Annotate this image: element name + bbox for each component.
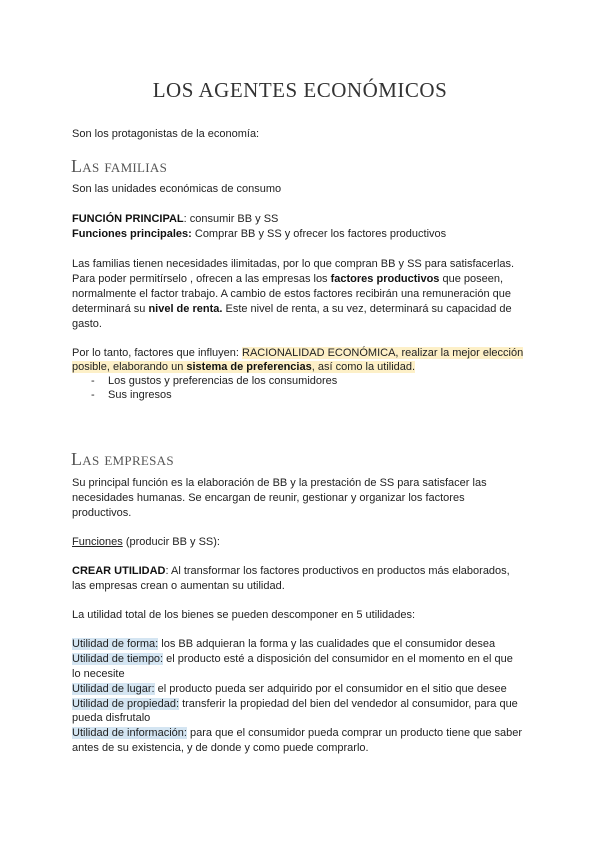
- empresas-paragraph-line: productivos.: [72, 507, 132, 519]
- bold-span: factores productivos: [330, 273, 440, 285]
- text-span: determinará su: [72, 303, 149, 315]
- funcion-principal-line: [72, 212, 278, 227]
- highlight-span: posible, elaborando un: [72, 361, 187, 373]
- text-span: que poseen,: [439, 273, 504, 285]
- utilidad-item: [72, 682, 507, 697]
- familias-paragraph-line: [72, 272, 503, 287]
- empresas-paragraph-line: Su principal función es la elaboración de BB y la prestación de SS para satisfacer las: [72, 477, 487, 489]
- page-title: LOS AGENTES ECONÓMICOS: [152, 78, 448, 102]
- utilidad-item-continuation: lo necesite: [72, 668, 125, 680]
- utilidad-total-text: La utilidad total de los bienes se pueden descomponer en 5 utilidades:: [72, 609, 416, 621]
- funciones-line: [72, 535, 220, 550]
- heading-empresas: Las empresas: [71, 449, 174, 469]
- bold-span: nivel de renta.: [148, 303, 223, 315]
- familias-paragraph-line: [72, 302, 512, 317]
- factores-line: [72, 360, 415, 375]
- factores-line: [72, 346, 523, 361]
- text-span: Este nivel de renta, a su vez, determinará su capacidad de: [222, 303, 512, 315]
- familias-paragraph-line: Las familias tienen necesidades ilimitadas, por lo que compran BB y SS para satisfacerlas.: [72, 258, 515, 270]
- utilidad-text: el producto esté a disposición del consumidor en el momento en el que: [163, 653, 513, 665]
- utilidad-label: Utilidad de tiempo:: [72, 653, 164, 665]
- funciones-principales-line: [72, 227, 446, 242]
- utilidad-item: [72, 726, 522, 741]
- utilidad-label: Utilidad de lugar:: [72, 683, 155, 695]
- empresas-paragraph-line: necesidades humanas. Se encargan de reunir, gestionar y organizar los factores: [72, 492, 465, 504]
- intro-text: Son los protagonistas de la economía:: [72, 128, 260, 140]
- utilidad-text: para que el consumidor pueda comprar un producto tiene que saber: [186, 727, 523, 739]
- utilidad-text: el producto pueda ser adquirido por el consumidor en el sitio que desee: [154, 683, 507, 695]
- crear-utilidad-line: las empresas crean o aumentan su utilidad.: [72, 580, 285, 592]
- utilidad-label: Utilidad de forma:: [72, 638, 159, 650]
- funciones-text: (producir BB y SS):: [122, 536, 220, 548]
- highlight-bold-span: sistema de preferencias: [186, 361, 312, 373]
- utilidad-item: [72, 652, 513, 667]
- crear-utilidad-text: : Al transformar los factores productivos en productos más elaborados,: [165, 565, 510, 577]
- crear-utilidad-label: CREAR UTILIDAD: [72, 565, 166, 577]
- funcion-principal-text: : consumir BB y SS: [183, 213, 279, 225]
- funcion-principal-label: FUNCIÓN PRINCIPAL: [72, 213, 184, 225]
- bullet-dash: -: [91, 389, 95, 401]
- utilidad-label: Utilidad de propiedad:: [72, 698, 180, 710]
- familias-subtitle: Son las unidades económicas de consumo: [72, 183, 282, 195]
- familias-paragraph-line: normalmente el factor trabajo. A cambio de estos factores recibirán una remuneración que: [72, 288, 512, 300]
- list-item: Sus ingresos: [108, 389, 172, 401]
- utilidad-item-continuation: antes de su existencia, y de donde y como puede comprarlo.: [72, 742, 369, 754]
- crear-utilidad-line: [72, 564, 510, 579]
- utilidad-text: transferir la propiedad del bien del vendedor al consumidor, para que: [179, 698, 518, 710]
- list-item: Los gustos y preferencias de los consumidores: [108, 375, 338, 387]
- funciones-principales-label: Funciones principales:: [72, 228, 192, 240]
- familias-paragraph-line: gasto.: [72, 318, 102, 330]
- bullet-dash: -: [91, 375, 95, 387]
- highlight-span: RACIONALIDAD ECONÓMICA, realizar la mejor elección: [242, 347, 524, 359]
- utilidad-label: Utilidad de información:: [72, 727, 187, 739]
- funciones-principales-text: Comprar BB y SS y ofrecer los factores productivos: [191, 228, 447, 240]
- highlight-span: , así como la utilidad.: [311, 361, 416, 373]
- text-span: Por lo tanto, factores que influyen:: [72, 347, 242, 359]
- funciones-label: Funciones: [72, 536, 123, 548]
- utilidad-item: [72, 697, 518, 712]
- utilidad-item-continuation: pueda disfrutalo: [72, 712, 151, 724]
- utilidad-item: [72, 637, 495, 652]
- text-span: Para poder permitírselo , ofrecen a las empresas los: [72, 273, 331, 285]
- heading-familias: Las familias: [71, 156, 168, 176]
- utilidad-text: los BB adquieran la forma y las cualidades que el consumidor desea: [158, 638, 496, 650]
